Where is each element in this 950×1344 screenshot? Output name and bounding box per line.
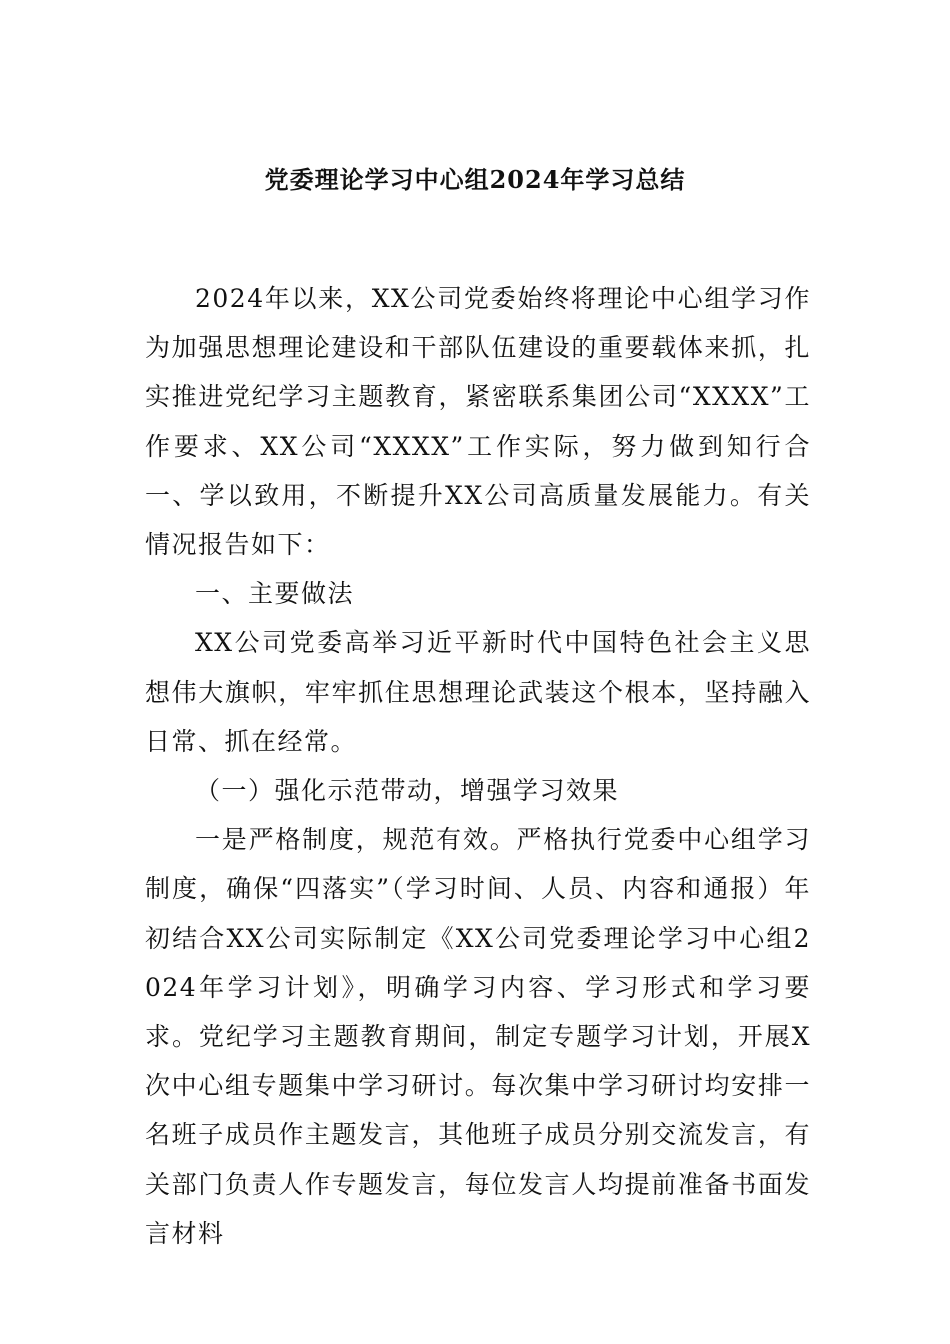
section-heading-main-practices: 一、主要做法: [195, 579, 355, 609]
subsection-heading-demonstration: （一）强化示范带动，增强学习效果: [195, 776, 620, 806]
section-intro-paragraph: XX公司党委高举习近平新时代中国特色社会主义思想伟大旗帜，牢牢抓住思想理论武装这个根本，坚持融入日常、抓在经常。: [145, 628, 811, 756]
subsection-body-paragraph: 一是严格制度，规范有效。严格执行党委中心组学习制度，确保“四落实”（学习时间、人员、内容和通报）年初结合XX公司实际制定《XX公司党委理论学习中心组2024年学习计划》，明确学习内容、学习形式和学习要求。党纪学习主题教育期间，制定专题学习计划，开展X次中心组专题集中学习研讨。每次集中学习研讨均安排一名班子成员作主题发言，其他班子成员分别交流发言，有关部门负责人作专题发言，每位发言人均提前准备书面发言材料: [145, 825, 811, 1248]
document-title: 党委理论学习中心组2024年学习总结: [264, 165, 686, 194]
document-body: [145, 274, 811, 1258]
intro-paragraph: 2024年以来，XX公司党委始终将理论中心组学习作为加强思想理论建设和干部队伍建设的重要载体来抓，扎实推进党纪学习主题教育，紧密联系集团公司“XXXX”工作要求、XX公司“XXXX”工作实际，努力做到知行合一、学以致用，不断提升XX公司高质量发展能力。有关情况报告如下：: [145, 284, 811, 560]
